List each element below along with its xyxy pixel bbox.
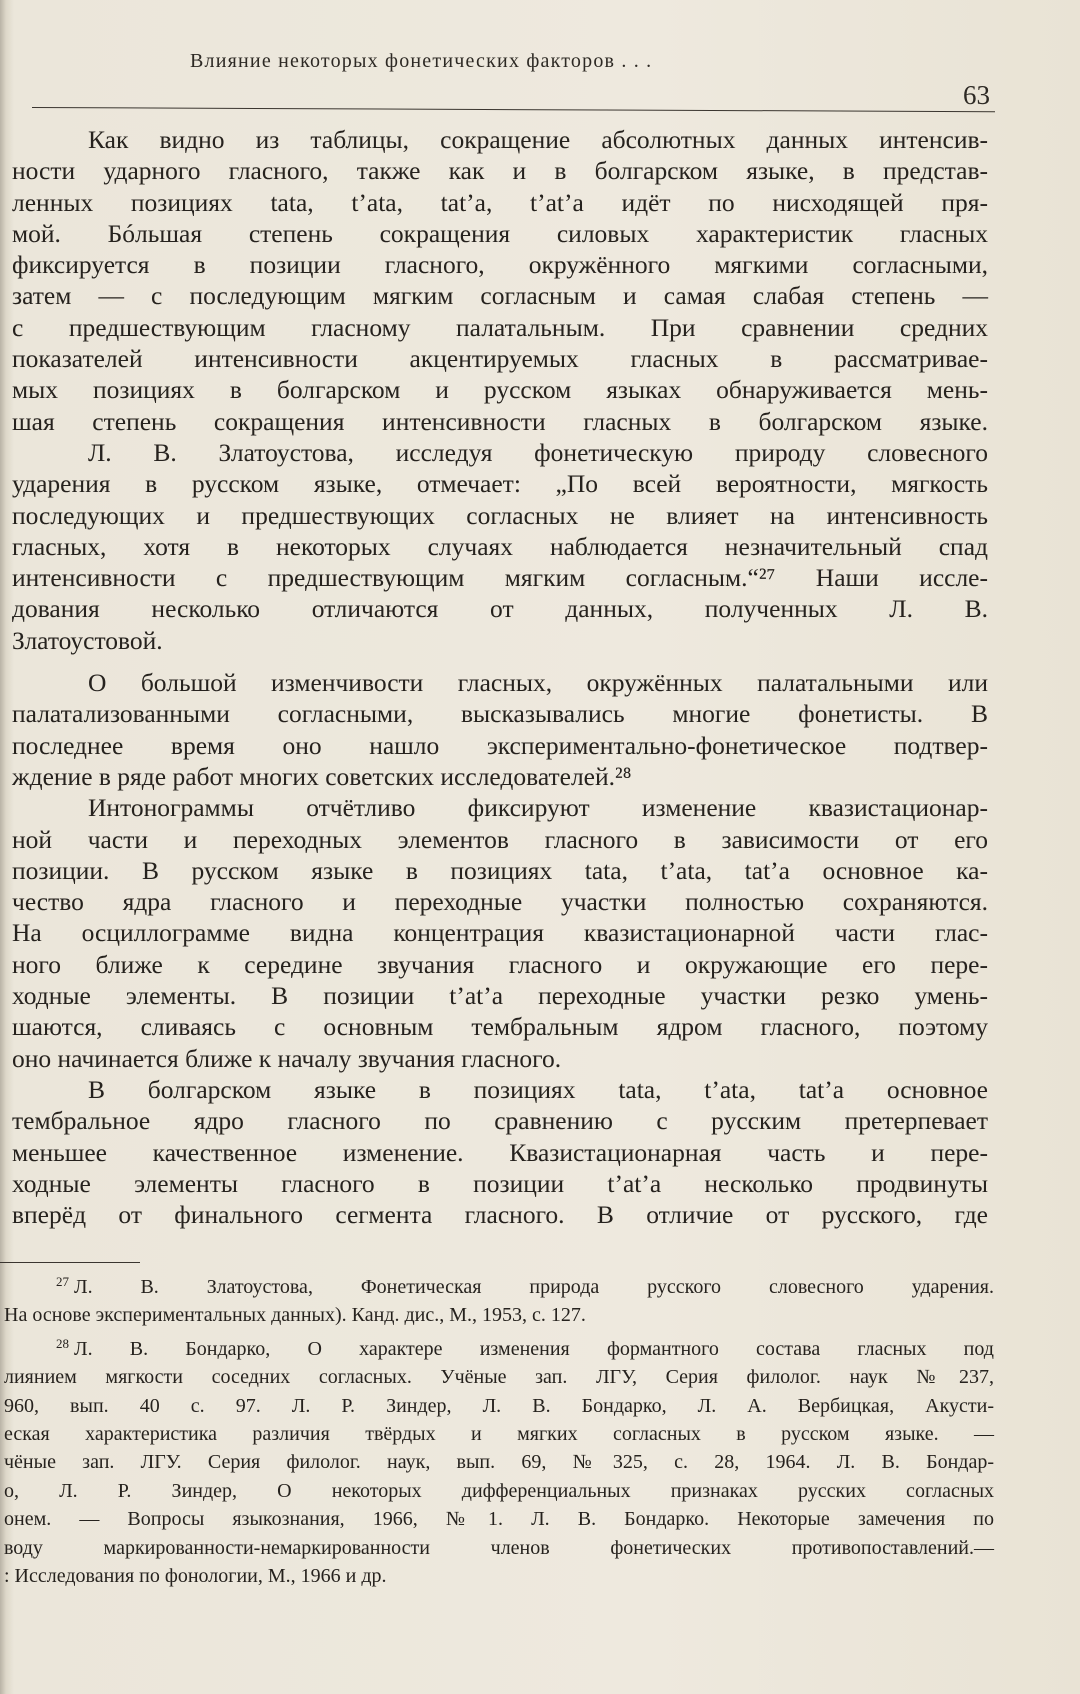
footnotes <box>4 1268 994 1590</box>
footnote-text: 960, вып. 40 с. 97. Л. Р. Зиндер, Л. В. Бондарко, Л. А. Вербицкая, Акусти- <box>4 1394 994 1417</box>
footnote-text: Л. В. Бондарко, О характере изменения формантного состава гласных под <box>74 1337 994 1360</box>
body-text <box>12 124 988 1230</box>
text-line: ждение в ряде работ многих советских исследователей.²⁸ <box>12 761 632 791</box>
text-line: В болгарском языке в позициях tata, t’ata, tat’a основное <box>88 1074 988 1104</box>
text-line: ности ударного гласного, также как и в болгарском языке, в представ- <box>12 156 988 186</box>
footnote-line <box>4 1448 994 1476</box>
text-line: ленных позициях tata, t’ata, tat’a, t’at’a идёт по нисходящей пря- <box>12 187 988 217</box>
paragraph <box>12 667 988 792</box>
text-line: позиции. В русском языке в позициях tata, t’ata, tat’a основное ка- <box>12 855 988 885</box>
text-line: меньшее качественное изменение. Квазистационарная часть и пере- <box>12 1137 988 1167</box>
text-line: Златоустовой. <box>12 625 163 655</box>
footnote-27 <box>4 1268 994 1330</box>
footnote-28 <box>4 1330 994 1591</box>
text-line: показателей интенсивности акцентируемых гласных в рассматривае- <box>12 344 988 374</box>
text-line: ного ближе к середине звучания гласного и окружающие его пере- <box>12 949 988 979</box>
text-line: мой. Бóльшая степень сокращения силовых характеристик гласных <box>12 218 988 248</box>
footnote-text: онем. — Вопросы языкознания, 1966, №1. Л. В. Бондарко. Некоторые замечения по <box>4 1508 994 1531</box>
footnote-text: На основе экспериментальных данных). Канд. дис., М., 1953, с. 127. <box>4 1304 586 1327</box>
text-line: затем — с последующим мягким согласным и самая слабая степень — <box>12 281 988 311</box>
paragraph <box>12 437 988 656</box>
footnote-line <box>4 1363 994 1391</box>
text-line: оно начинается ближе к началу звучания гласного. <box>12 1043 562 1073</box>
footnote-text: еская характеристика различия твёрдых и мягких согласных в русском языке. — <box>4 1423 994 1446</box>
footnote-line <box>4 1301 994 1329</box>
text-line: с предшествующим гласному палатальным. При сравнении средних <box>12 312 988 342</box>
footnote-text: лиянием мягкости соседних согласных. Учёные зап. ЛГУ, Серия филолог. наук №237, <box>4 1366 994 1389</box>
text-line: последнее время оно нашло экспериментально-фонетическое подтвер- <box>12 730 988 760</box>
text-line: Интонограммы отчётливо фиксируют изменение квазистационар- <box>88 793 988 823</box>
text-line: ходные элементы. В позиции t’at’a переходные участки резко умень- <box>12 981 988 1011</box>
text-line: О большой изменчивости гласных, окружённых палатальными или <box>88 668 988 698</box>
footnote-line <box>4 1420 994 1448</box>
footnote-line <box>4 1505 994 1533</box>
footnote-text: Л. В. Златоустова, Фонетическая природа русского словесного ударения. <box>74 1276 994 1298</box>
text-line: гласных, хотя в некоторых случаях наблюдается незначительный спад <box>12 531 988 561</box>
footnote-number: 28 <box>56 1335 69 1351</box>
footnote-line <box>4 1330 994 1363</box>
page-number: 63 <box>963 80 990 110</box>
footnote-line <box>4 1392 994 1420</box>
paragraph <box>12 792 988 1074</box>
text-line: шаются, сливаясь с основным тембральным ядром гласного, поэтому <box>12 1012 988 1042</box>
footnote-line <box>4 1562 994 1590</box>
text-line: шая степень сокращения интенсивности гласных в болгарском языке. <box>12 406 988 436</box>
footnote-separator <box>0 1262 140 1263</box>
footnote-number: 27 <box>56 1274 69 1289</box>
footnote-line <box>4 1534 994 1562</box>
text-line: чество ядра гласного и переходные участки полностью сохраняются. <box>12 887 988 917</box>
text-line: ной части и переходных элементов гласного в зависимости от его <box>12 824 988 854</box>
text-line: Л. В. Златоустова, исследуя фонетическую природу словесного <box>88 437 988 467</box>
text-line: фиксируется в позиции гласного, окружённого мягкими согласными, <box>12 250 988 280</box>
text-line: дования несколько отличаются от данных, полученных Л. В. <box>12 594 988 624</box>
paragraph <box>12 124 988 437</box>
text-line: ударения в русском языке, отмечает: „По всей вероятности, мягкость <box>12 469 988 499</box>
text-line: вперёд от финального сегмента гласного. В отличие от русского, где <box>12 1200 988 1230</box>
footnote-text: о, Л. Р. Зиндер, О некоторых дифференциальных признаках русских согласных <box>4 1479 994 1502</box>
text-line: мых позициях в болгарском и русском языках обнаруживается мень- <box>12 375 988 405</box>
text-line: последующих и предшествующих согласных не влияет на интенсивность <box>12 500 988 530</box>
footnote-text: воду маркированности-немаркированности членов фонетических противопоставлений.— <box>4 1536 994 1559</box>
running-head-title: Влияние некоторых фонетических факторов . . . <box>190 50 653 72</box>
footnote-text: : Исследования по фонологии, М., 1966 и др. <box>4 1565 387 1588</box>
header-rule <box>32 107 995 112</box>
text-line: интенсивности с предшествующим мягким согласным.“²⁷ Наши иссле- <box>12 563 988 593</box>
footnote-text: чёные зап. ЛГУ. Серия филолог. наук, вып. 69, №325, с. 28, 1964. Л. В. Бондар- <box>4 1451 994 1474</box>
text-line: На осциллограмме видна концентрация квазистационарной части глас- <box>12 918 988 948</box>
paragraph <box>12 1074 988 1230</box>
footnote-line <box>4 1477 994 1505</box>
text-line: Как видно из таблицы, сокращение абсолютных данных интенсив- <box>88 125 988 154</box>
footnote-line <box>4 1268 994 1301</box>
text-line: тембральное ядро гласного по сравнению с русским претерпевает <box>12 1106 988 1136</box>
text-line: ходные элементы гласного в позиции t’at’a несколько продвинуты <box>12 1168 988 1198</box>
text-line: палатализованными согласными, высказывались многие фонетисты. В <box>12 699 988 729</box>
